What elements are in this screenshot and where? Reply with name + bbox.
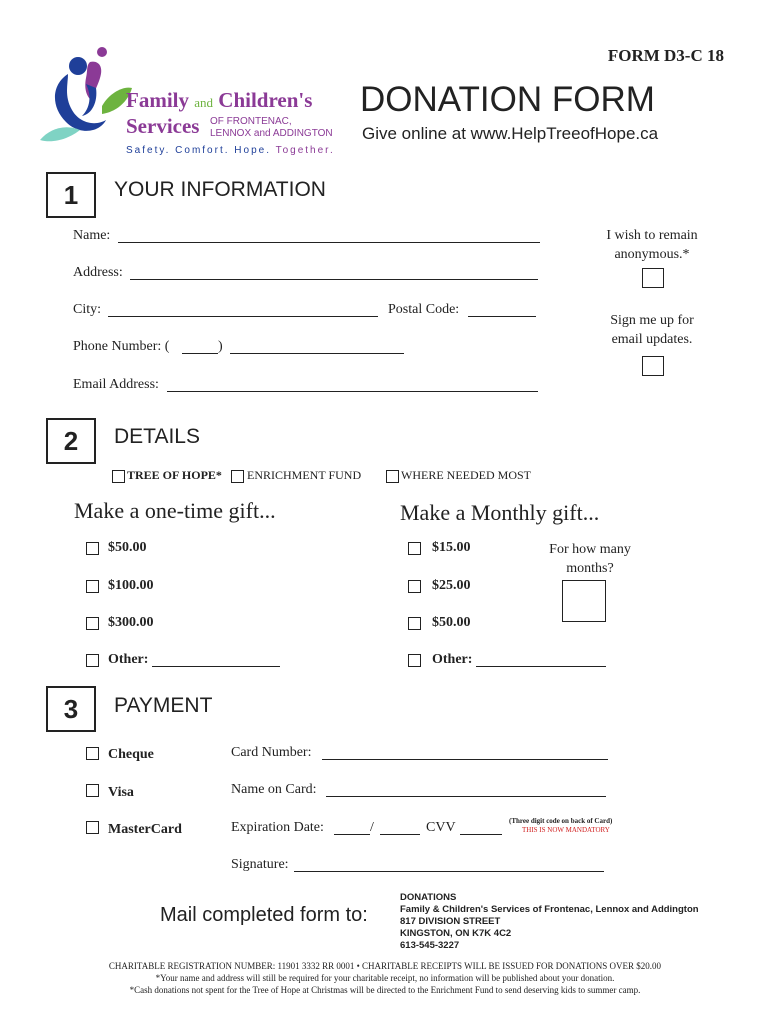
mastercard-checkbox[interactable] xyxy=(86,821,99,834)
anonymous-text-1: I wish to remain xyxy=(606,228,698,243)
logo-services: Services xyxy=(126,114,200,138)
mailing-address xyxy=(400,892,699,952)
anonymous-checkbox[interactable] xyxy=(642,268,664,288)
name-on-card-label: Name on Card: xyxy=(231,782,317,797)
footer-note-1: *Your name and address will still be required for your charitable receipt, no information will be published about your donation. xyxy=(155,973,615,983)
name-on-card-field[interactable] xyxy=(326,796,606,797)
address-label: Address: xyxy=(73,265,123,280)
address-field[interactable] xyxy=(130,279,538,280)
mastercard-label: MasterCard xyxy=(108,822,182,837)
monthly-25-checkbox[interactable] xyxy=(408,580,421,593)
cvv-mandatory-note: THIS IS NOW MANDATORY xyxy=(522,826,610,834)
name-field[interactable] xyxy=(118,242,540,243)
section-3-number: 3 xyxy=(46,686,96,732)
visa-checkbox[interactable] xyxy=(86,784,99,797)
monthly-25-label: $25.00 xyxy=(432,578,471,593)
email-updates-text-1: Sign me up for xyxy=(610,313,694,328)
monthly-15-checkbox[interactable] xyxy=(408,542,421,555)
page-subtitle: Give online at www.HelpTreeofHope.ca xyxy=(362,124,659,143)
phone-area-code-field[interactable] xyxy=(182,353,218,354)
mail-line-1: DONATIONS xyxy=(400,892,457,903)
email-updates-checkbox[interactable] xyxy=(642,356,664,376)
footer-note-2: *Cash donations not spent for the Tree of Hope at Christmas will be directed to the Enrichment Fund to send deserving kids to summer camp. xyxy=(129,985,641,995)
postal-code-field[interactable] xyxy=(468,316,536,317)
name-label: Name: xyxy=(73,228,111,243)
phone-number-field[interactable] xyxy=(230,353,404,354)
months-count-box[interactable] xyxy=(562,580,606,622)
cvv-note: (Three digit code on back of Card) xyxy=(509,817,613,825)
section-2-title: DETAILS xyxy=(114,425,200,448)
postal-code-label: Postal Code: xyxy=(388,302,460,317)
fund-where-needed-label: WHERE NEEDED MOST xyxy=(401,468,531,482)
logo-org-line1: OF FRONTENAC, xyxy=(210,116,292,127)
card-number-field[interactable] xyxy=(322,759,608,760)
one-time-300-checkbox[interactable] xyxy=(86,617,99,630)
one-time-other-field[interactable] xyxy=(152,666,280,667)
monthly-gift-title: Make a Monthly gift... xyxy=(400,500,600,525)
one-time-other-checkbox[interactable] xyxy=(86,654,99,667)
mail-line-2: Family & Children's Services of Frontenac, Lennox and Addington xyxy=(400,904,699,915)
one-time-gift-title: Make a one-time gift... xyxy=(74,498,276,523)
page-title: DONATION FORM xyxy=(360,80,655,119)
expiration-slash: / xyxy=(370,820,374,835)
city-field[interactable] xyxy=(108,316,378,317)
logo-tagline-together: Together. xyxy=(275,145,335,156)
monthly-50-checkbox[interactable] xyxy=(408,617,421,630)
fund-enrichment-label: ENRICHMENT FUND xyxy=(247,468,362,482)
one-time-other-label: Other: xyxy=(108,652,149,667)
visa-label: Visa xyxy=(108,785,134,800)
monthly-other-label: Other: xyxy=(432,652,473,667)
cheque-checkbox[interactable] xyxy=(86,747,99,760)
fund-where-needed-checkbox[interactable] xyxy=(386,470,399,483)
logo-childrens: Children's xyxy=(218,88,313,112)
fund-enrichment-checkbox[interactable] xyxy=(231,470,244,483)
monthly-50-label: $50.00 xyxy=(432,615,471,630)
logo-tagline: Safety. Comfort. Hope. xyxy=(126,145,271,156)
months-question-2: months? xyxy=(566,561,614,576)
monthly-other-checkbox[interactable] xyxy=(408,654,421,667)
monthly-15-label: $15.00 xyxy=(432,540,471,555)
mail-line-3: 817 DIVISION STREET xyxy=(400,916,501,927)
signature-label: Signature: xyxy=(231,857,289,872)
signature-field[interactable] xyxy=(294,871,604,872)
card-number-label: Card Number: xyxy=(231,745,312,760)
section-1-number: 1 xyxy=(46,172,96,218)
city-label: City: xyxy=(73,302,102,317)
email-field[interactable] xyxy=(167,391,538,392)
charitable-registration: CHARITABLE REGISTRATION NUMBER: 11901 3332 RR 0001 • CHARITABLE RECEIPTS WILL BE ISSUED FOR DONATIONS OVER $20.00 xyxy=(108,961,662,971)
one-time-50-checkbox[interactable] xyxy=(86,542,99,555)
one-time-100-label: $100.00 xyxy=(108,578,154,593)
email-label: Email Address: xyxy=(73,377,159,392)
expiration-year-field[interactable] xyxy=(380,834,420,835)
section-1-title: YOUR INFORMATION xyxy=(114,178,326,201)
cvv-field[interactable] xyxy=(460,834,502,835)
logo-and: and xyxy=(194,95,214,110)
form-code: FORM D3-C 18 xyxy=(607,46,724,65)
logo-figures-icon xyxy=(40,44,135,149)
fund-tree-of-hope-checkbox[interactable] xyxy=(112,470,125,483)
anonymous-text-2: anonymous.* xyxy=(614,247,690,262)
one-time-100-checkbox[interactable] xyxy=(86,580,99,593)
organization-logo xyxy=(40,44,335,160)
section-2-number: 2 xyxy=(46,418,96,464)
cvv-label: CVV xyxy=(426,820,456,835)
months-question-1: For how many xyxy=(549,542,631,557)
mail-line-5: 613-545-3227 xyxy=(400,940,460,951)
expiration-label: Expiration Date: xyxy=(231,820,324,835)
email-updates-text-2: email updates. xyxy=(611,332,693,347)
one-time-50-label: $50.00 xyxy=(108,540,147,555)
section-3-title: PAYMENT xyxy=(114,694,213,717)
phone-paren-close: ) xyxy=(218,339,223,354)
expiration-month-field[interactable] xyxy=(334,834,370,835)
logo-org-line2: LENNOX and ADDINGTON xyxy=(210,128,333,139)
fund-tree-of-hope-label: TREE OF HOPE* xyxy=(127,468,222,482)
cheque-label: Cheque xyxy=(108,747,154,762)
monthly-other-field[interactable] xyxy=(476,666,606,667)
one-time-300-label: $300.00 xyxy=(108,615,154,630)
mail-to-label: Mail completed form to: xyxy=(160,904,368,926)
logo-family: Family xyxy=(126,88,189,112)
mail-line-4: KINGSTON, ON K7K 4C2 xyxy=(400,928,512,939)
phone-label: Phone Number: ( xyxy=(73,339,170,354)
